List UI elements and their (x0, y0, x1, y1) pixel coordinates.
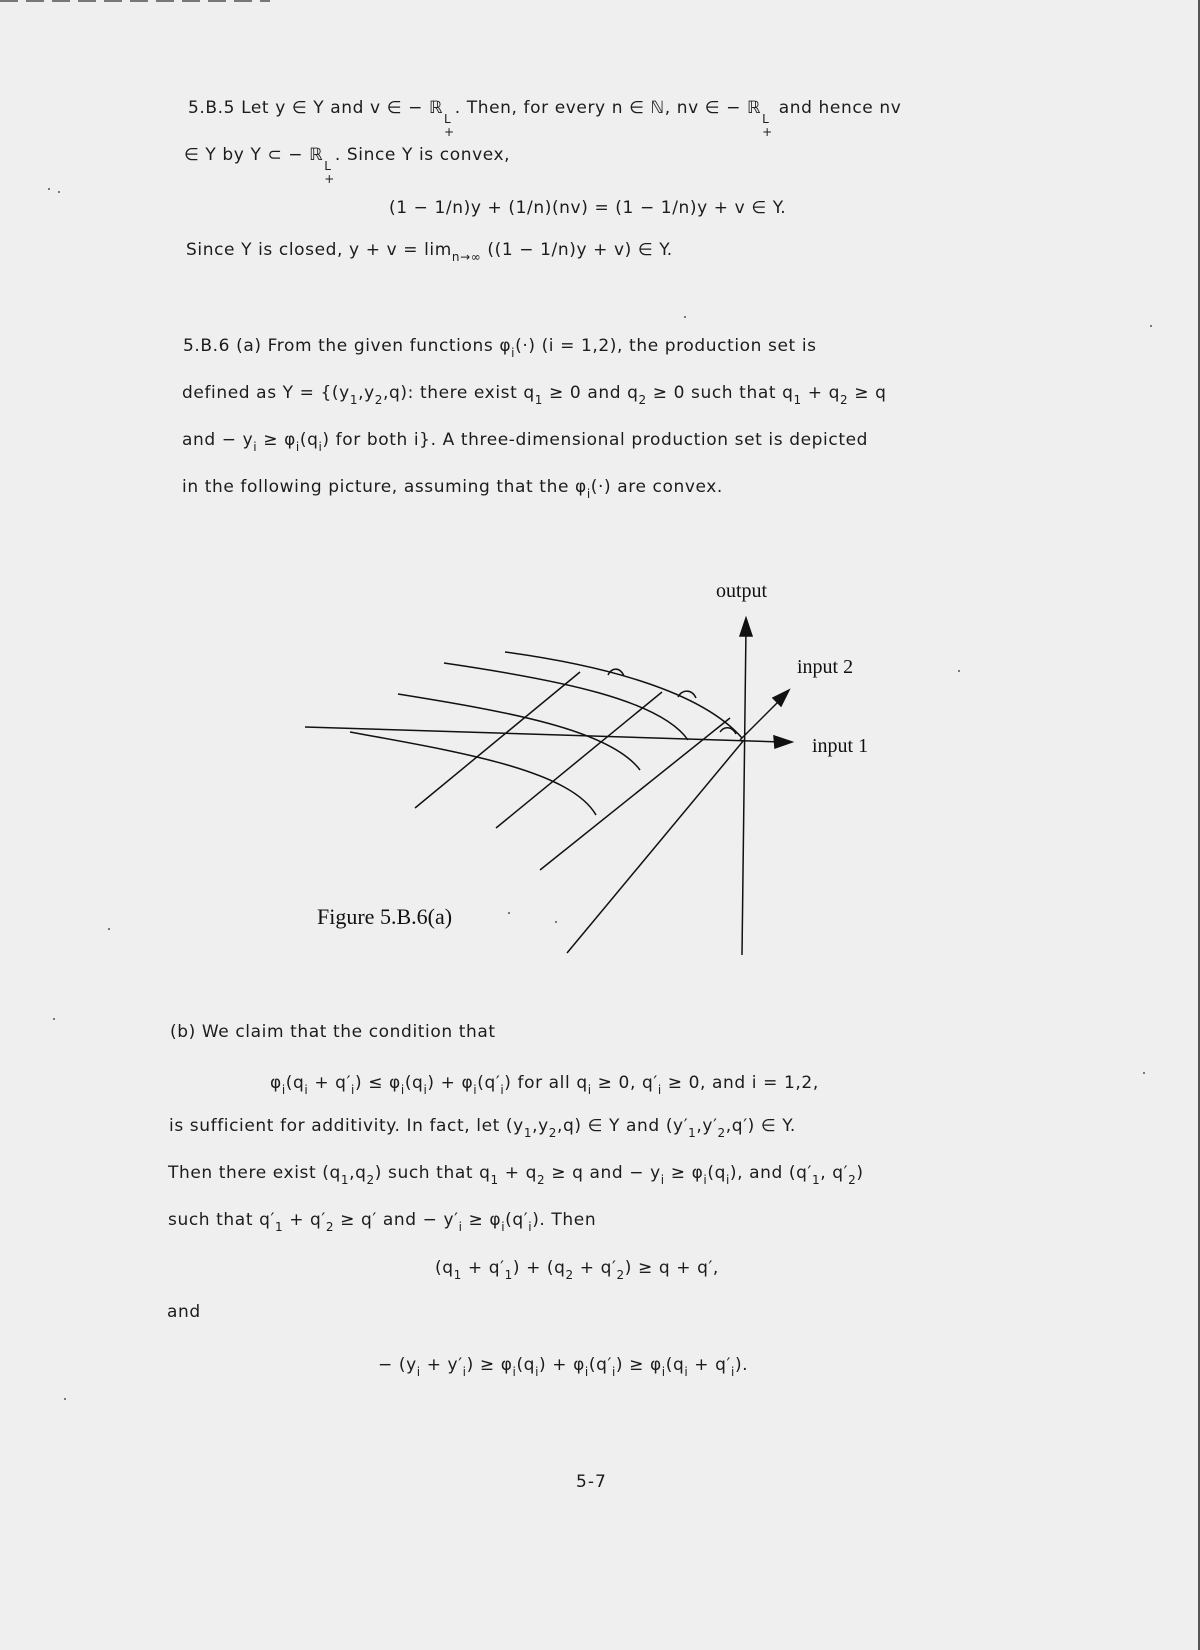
diagonal-1 (415, 672, 580, 808)
scan-speck (58, 191, 60, 193)
text-b-line4: Then there exist $(q_1,q_2)$ such that $q_1 + q_2 \ge q$ and − $y_i \ge \varphi_i(q_i)$, and ($q'_1$, $q'_2$) (168, 1163, 864, 1187)
output-axis (742, 628, 746, 955)
output-axis-arrowhead (740, 618, 752, 636)
scan-speck (108, 928, 110, 930)
curve-1 (505, 652, 742, 738)
scan-speck (1150, 325, 1152, 327)
input1-axis-label: input 1 (812, 735, 869, 757)
scan-speck (64, 1398, 66, 1400)
text-5B5-line1: 5.B.5 Let y ∈ Y and v ∈ − ℝ L + . Then, for every n ∈ ℕ, nv ∈ − ℝ L + and hence nv (188, 98, 902, 139)
page-number: 5-7 (576, 1472, 607, 1492)
scan-speck (508, 912, 510, 914)
text-5B5-line2: ∈ Y by Y ⊂ − ℝ L + . Since Y is convex, (184, 145, 511, 186)
scan-speck (48, 188, 50, 190)
text-5B6-line3: and − $y_i \ge \varphi_i(q_i)$ for both i}. A three-dimensional production set is depicted (182, 430, 869, 454)
equation-sum-q: $(q_1 + q'_1) + (q_2 + q'_2) \ge q + q'$, (435, 1258, 719, 1282)
text-b-line3: is sufficient for additivity. In fact, let $(y_1,y_2,q)$ ∈ Y and $(y'_1,y'_2,q')$ ∈ Y. (169, 1116, 796, 1140)
curve-3 (398, 694, 640, 770)
scan-speck (555, 921, 557, 923)
scan-speck (684, 316, 686, 318)
curve-4 (350, 732, 596, 815)
scan-speck (53, 1018, 55, 1020)
input2-axis-label: input 2 (797, 656, 854, 678)
condition-equation: $\varphi_i(q_i + q'_i) \le \varphi_i(q_i) + \varphi_i(q'_i)$ for all $q_i \ge 0$, $q'_i \ge 0$, and i = 1,2, (270, 1073, 819, 1097)
text-b-line1: (b) We claim that the condition that (170, 1022, 496, 1042)
text-5B6-line4: in the following picture, assuming that the $\varphi_i(\cdot)$ are convex. (182, 477, 723, 501)
equation-sum-y: − $(y_i + y'_i) \ge \varphi_i(q_i) + \varphi_i(q'_i) \ge \varphi_i(q_i + q'_i)$. (378, 1355, 749, 1379)
diagonal-4 (567, 740, 744, 953)
text-and: and (167, 1302, 201, 1322)
text-5B5-closing: Since Y is closed, $y + v = \lim_{n\to\infty} ((1 - 1/n)y + v)$ ∈ Y. (186, 240, 673, 264)
text-5B6-line2: defined as $Y = \{(y_1,y_2,q)$: there exist $q_1 \ge 0$ and $q_2 \ge 0$ such that $q_1 + q_2 \ge q$ (182, 383, 887, 407)
equation-5B5: (1 − 1/n)y + (1/n)(nv) = (1 − 1/n)y + v ∈ Y. (389, 198, 787, 218)
diagonal-2 (496, 692, 662, 828)
text-5B6-line1: 5.B.6 (a) From the given functions $\varphi_i(\cdot) (i = 1,2)$, the production set is (183, 336, 817, 360)
output-axis-label: output (716, 580, 768, 602)
bump-2 (678, 691, 696, 698)
figure-caption: Figure 5.B.6(a) (317, 904, 453, 929)
scan-speck (958, 670, 960, 672)
text-b-line5: such that $q'_1 + q'_2 \ge q'$ and − $y'_i \ge \varphi_i(q'_i)$. Then (168, 1210, 597, 1234)
scan-speck (1143, 1072, 1145, 1074)
input2-axis (740, 698, 782, 740)
diagonal-3 (540, 718, 730, 870)
input1-axis-arrowhead (774, 736, 792, 748)
